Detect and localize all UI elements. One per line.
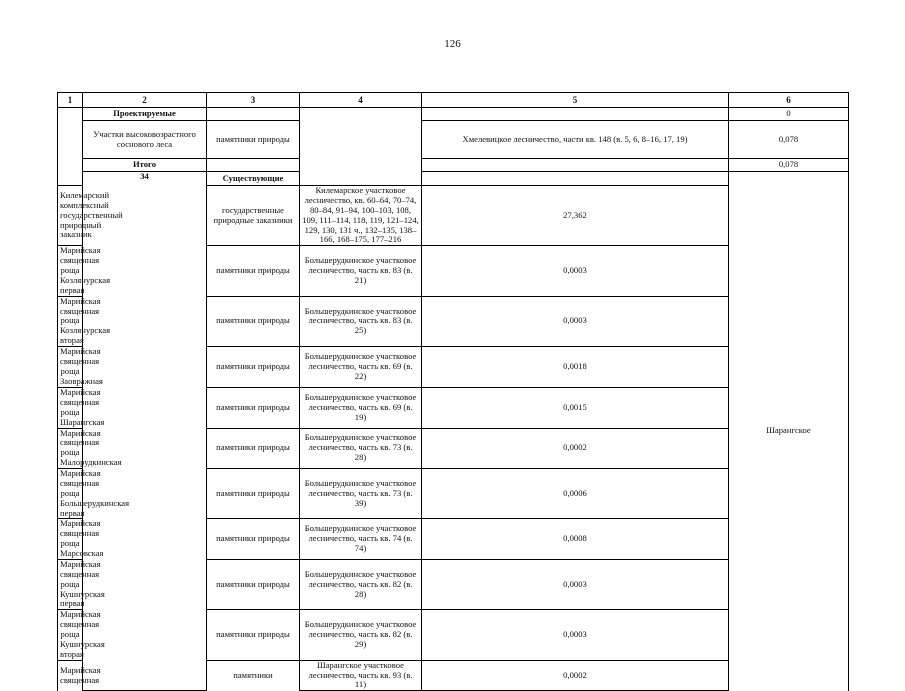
object-area: 0,078: [729, 121, 849, 159]
object-category: памятники: [207, 660, 300, 691]
district-cell-projected: [300, 108, 422, 186]
object-category: памятники природы: [207, 246, 300, 296]
col-header-6: 6: [729, 93, 849, 108]
object-name: Марийская священная роща Кушнурская вторая: [58, 610, 83, 660]
object-location: Большерудкинское участковое лесничество, часть кв. 82 (в. 29): [300, 610, 422, 660]
object-name: Марийская священная роща Козлянурская вторая: [58, 296, 83, 346]
col-header-4: 4: [300, 93, 422, 108]
group-total-projected: 0: [729, 108, 849, 121]
itogo-row: [58, 159, 849, 172]
empty-cell: [207, 159, 300, 172]
object-name: Килемарский комплексный государственный природный заказник: [58, 186, 83, 246]
object-name: Марийская священная роща Марсовская: [58, 519, 83, 560]
object-area: 0,0018: [422, 347, 729, 388]
object-category: памятники природы: [207, 610, 300, 660]
object-name: Марийская священная роща Козлянурская первая: [58, 246, 83, 296]
district-name: Шарангское: [729, 172, 849, 691]
group-row-projected: [58, 108, 849, 121]
object-name: Марийская священная роща Большерудкинская первая: [58, 469, 83, 519]
empty-cell: [422, 108, 729, 121]
protected-areas-table: [57, 92, 849, 691]
object-category: памятники природы: [207, 559, 300, 609]
object-area: 27,362: [422, 186, 729, 246]
itogo-value: 0,078: [729, 159, 849, 172]
object-category: памятники природы: [207, 296, 300, 346]
object-area: 0,0008: [422, 519, 729, 560]
object-area: 0,0003: [422, 610, 729, 660]
object-category: памятники природы: [207, 121, 300, 159]
object-location: Шарангское участковое лесничество, часть кв. 93 (в. 11): [300, 660, 422, 691]
object-name: Марийская священная роща Малорудкинская: [58, 428, 83, 469]
page-number: 126: [444, 38, 461, 50]
object-category: памятники природы: [207, 347, 300, 388]
col-header-1: 1: [58, 93, 83, 108]
object-location: Большерудкинское участковое лесничество, часть кв. 74 (в. 74): [300, 519, 422, 560]
object-location: Большерудкинское участковое лесничество, часть кв. 73 (в. 28): [300, 428, 422, 469]
group-label-existing: Существующие: [207, 172, 300, 186]
object-category: государственные природные заказники: [207, 186, 300, 246]
object-location: Большерудкинское участковое лесничество, часть кв. 69 (в. 22): [300, 347, 422, 388]
object-area: 0,0003: [422, 246, 729, 296]
header-row: [58, 93, 849, 108]
empty-cell: [422, 172, 729, 186]
col-header-5: 5: [422, 93, 729, 108]
object-area: 0,0002: [422, 660, 729, 691]
object-area: 0,0002: [422, 428, 729, 469]
object-location: Большерудкинское участковое лесничество, часть кв. 73 (в. 39): [300, 469, 422, 519]
object-name: Участки высоковозрастного соснового леса: [83, 121, 207, 159]
empty-cell: [422, 159, 729, 172]
object-name: Марийская священная роща Кушнурская первая: [58, 559, 83, 609]
object-name: Марийская священная роща Заовражная: [58, 347, 83, 388]
object-location: Большерудкинское участковое лесничество, часть кв. 83 (в. 25): [300, 296, 422, 346]
group-row-existing: [58, 172, 849, 186]
object-location: Большерудкинское участковое лесничество, часть кв. 82 (в. 28): [300, 559, 422, 609]
object-location: Хмелевицкое лесничество, части кв. 148 (в. 5, 6, 8–16, 17, 19): [422, 121, 729, 159]
object-location: Килемарское участковое лесничество, кв. 60–64, 70–74, 80–84, 91–94, 100–103, 108, 109, 111–114, 118, 119, 121–124, 129, 130, 131 ч., 132–135, 138–166, 168–175, 177–216: [300, 186, 422, 246]
object-area: 0,0015: [422, 388, 729, 429]
empty-cell: [207, 108, 300, 121]
object-area: 0,0006: [422, 469, 729, 519]
row-number: 34: [83, 172, 207, 691]
object-name: Марийская священная: [58, 660, 83, 691]
object-area: 0,0003: [422, 296, 729, 346]
object-name: Марийская священная роща Шарангская: [58, 388, 83, 429]
object-location: Большерудкинское участковое лесничество, часть кв. 69 (в. 19): [300, 388, 422, 429]
object-category: памятники природы: [207, 428, 300, 469]
object-location: Большерудкинское участковое лесничество, часть кв. 83 (в. 21): [300, 246, 422, 296]
group-label-projected: Проектируемые: [83, 108, 207, 121]
object-category: памятники природы: [207, 388, 300, 429]
itogo-label: Итого: [83, 159, 207, 172]
object-category: памятники природы: [207, 519, 300, 560]
col-header-3: 3: [207, 93, 300, 108]
table-row: [58, 121, 849, 159]
row-number-cell: [58, 108, 83, 186]
object-area: 0,0003: [422, 559, 729, 609]
col-header-2: 2: [83, 93, 207, 108]
object-category: памятники природы: [207, 469, 300, 519]
